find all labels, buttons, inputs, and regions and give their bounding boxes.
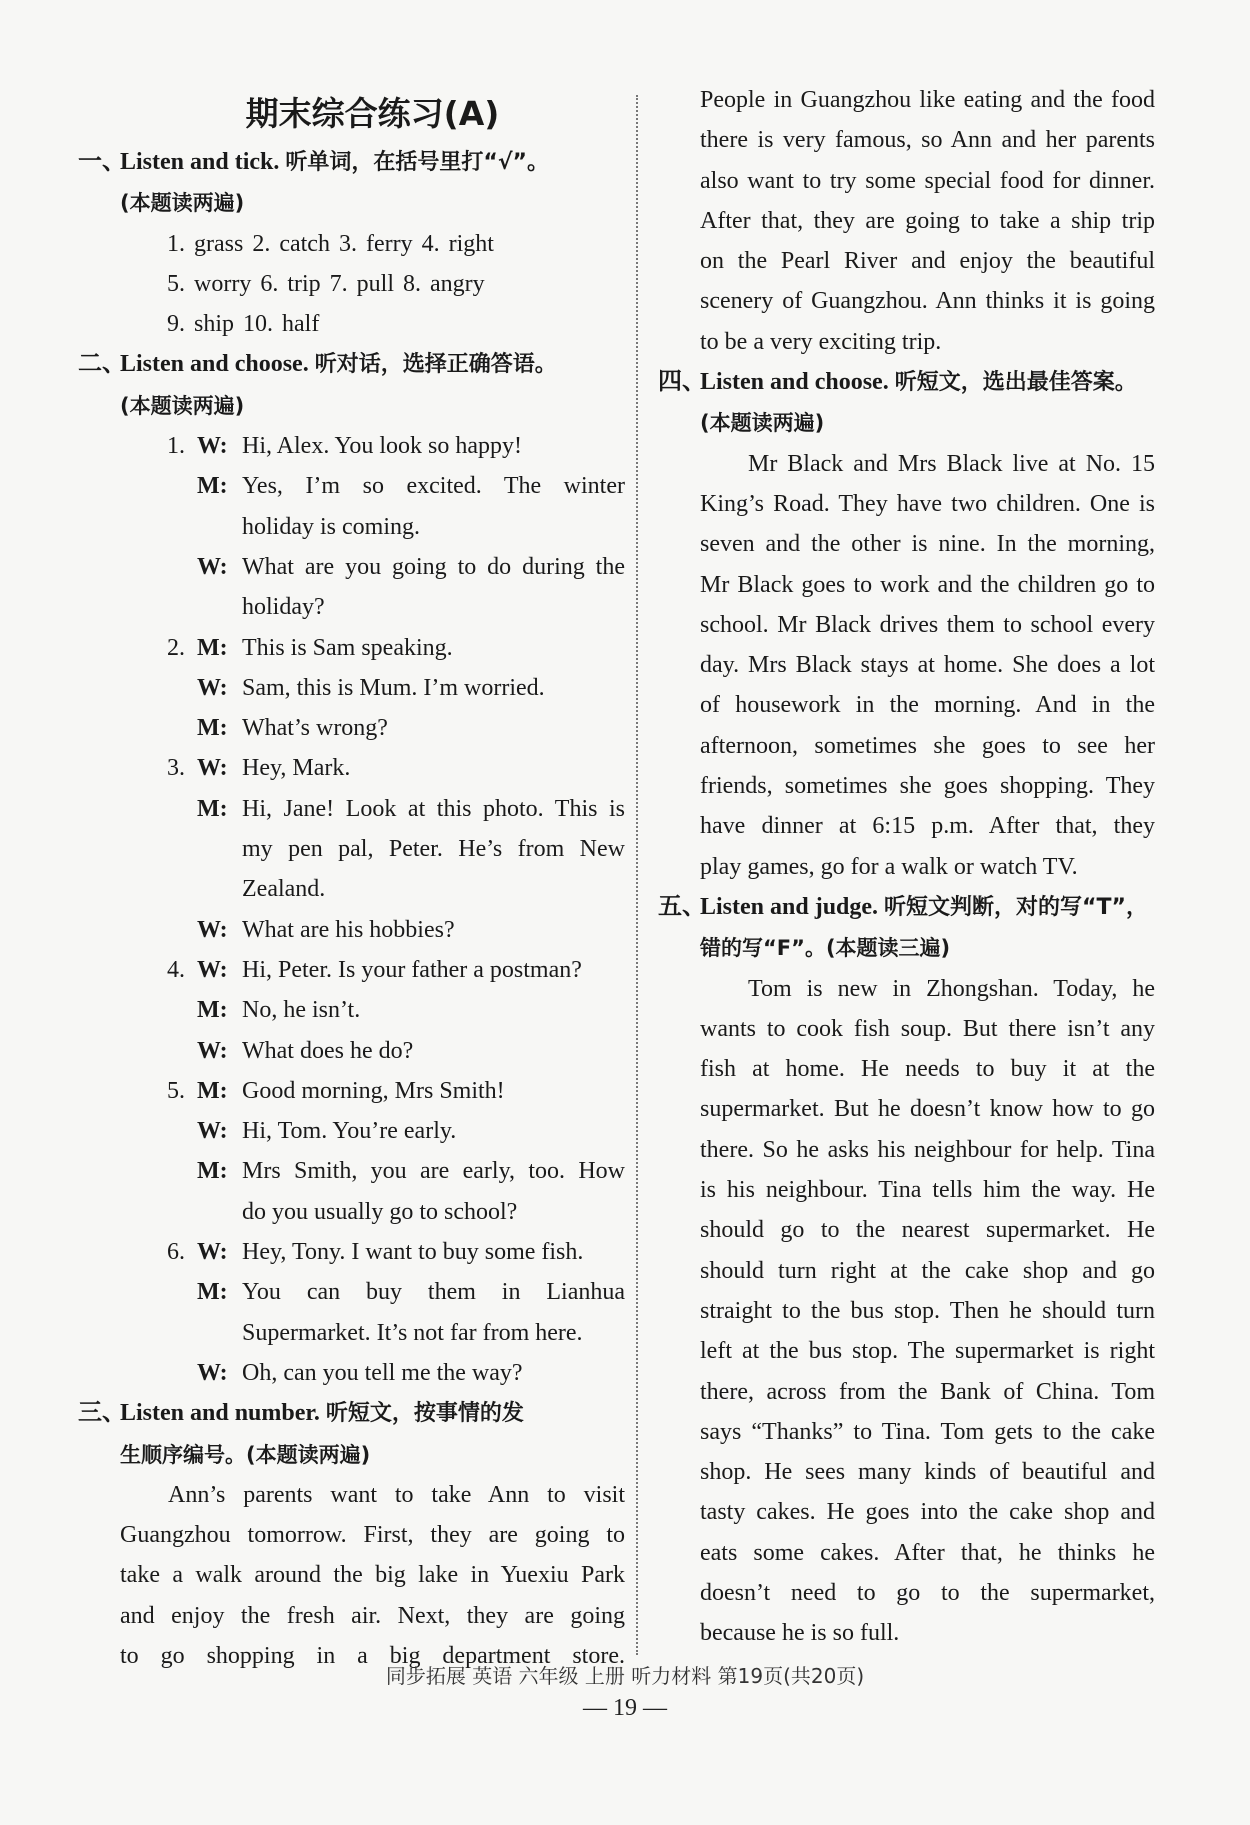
dialogue-item (120, 748, 625, 949)
passage-line: and enjoy the fresh air. Next, they are going (120, 1602, 625, 1629)
section-number: 二、 (78, 351, 126, 378)
dialogue-item (120, 950, 625, 1071)
dialogue-text: What does he do? (242, 1037, 414, 1064)
dialogue-item (120, 628, 625, 749)
dialogue-line (120, 1111, 625, 1151)
passage-line: Mr Black goes to work and the children go to (700, 571, 1155, 598)
section-note: 生顺序编号。(本题读两遍) (120, 1442, 371, 1467)
dialogue-line (120, 628, 625, 668)
passage-line: eats some cakes. After that, he thinks he (700, 1539, 1155, 1566)
dialogue-line (120, 829, 625, 869)
dialogue-text: Supermarket. It’s not far from here. (242, 1319, 583, 1346)
passage-5 (700, 969, 1155, 1654)
dialogue-line (120, 507, 625, 547)
dialogue-item (120, 1232, 625, 1393)
speaker-label: W: (197, 1239, 228, 1266)
passage-line: there. So he asks his neighbour for help. Tina (700, 1136, 1155, 1163)
passage-line: also want to try some special food for dinner. (700, 167, 1155, 194)
speaker-label: W: (197, 1359, 228, 1386)
passage-line: Mr Black and Mrs Black live at No. 15 (748, 450, 1155, 477)
dialogue-line (120, 1272, 625, 1312)
passage-line: there is very famous, so Ann and her parents (700, 127, 1155, 154)
speaker-label: W: (197, 553, 228, 580)
passage-line: because he is so full. (700, 1620, 900, 1647)
passage-line: scenery of Guangzhou. Ann thinks it is going (700, 288, 1155, 315)
word-list-row: 9. ship 10. half (167, 311, 320, 338)
dialogue-list (120, 426, 625, 1393)
page-title: 期末综合练习(A) (245, 94, 500, 133)
dialogue-text: Hi, Peter. Is your father a postman? (242, 956, 582, 983)
passage-line: shop. He sees many kinds of beautiful and (700, 1459, 1155, 1486)
speaker-label: W: (197, 674, 228, 701)
section-number: 一、 (78, 149, 126, 175)
dialogue-line (120, 547, 625, 587)
dialogue-text: holiday is coming. (242, 513, 420, 540)
dialogue-line (120, 587, 625, 627)
dialogue-line (120, 950, 625, 990)
speaker-label: M: (197, 795, 228, 822)
passage-line: take a walk around the big lake in Yuexiu Park (120, 1562, 625, 1589)
dialogue-line (120, 466, 625, 506)
passage-line: People in Guangzhou like eating and the food (700, 87, 1155, 113)
speaker-label: M: (197, 1158, 228, 1185)
section-title-en: Listen and choose. (120, 351, 309, 378)
section-note: (本题读两遍) (120, 393, 245, 418)
section-note: (本题读两遍) (120, 191, 245, 216)
dialogue-line (120, 1313, 625, 1353)
dialogue-line (120, 1071, 625, 1111)
dialogue-number: 1. (167, 433, 185, 460)
speaker-label: W: (197, 956, 228, 983)
section-5-heading (658, 887, 1155, 928)
speaker-label: W: (197, 755, 228, 782)
dialogue-text: No, he isn’t. (242, 997, 361, 1024)
section-note: 错的写“F”。(本题读三遍) (700, 936, 951, 961)
dialogue-text: Good morning, Mrs Smith! (242, 1077, 505, 1104)
dialogue-line (120, 668, 625, 708)
column-divider (636, 95, 638, 1655)
dialogue-line (120, 1192, 625, 1232)
speaker-label: M: (197, 715, 228, 742)
passage-line: on the Pearl River and enjoy the beautiful (700, 248, 1155, 275)
section-title-cn: 听短文，选出最佳答案。 (894, 370, 1137, 396)
passage-3-part-1 (120, 1475, 625, 1676)
dialogue-line (120, 869, 625, 909)
passage-line: have dinner at 6:15 p.m. After that, they (700, 813, 1155, 840)
dialogue-text: Mrs Smith, you are early, too. How (242, 1158, 625, 1185)
dialogue-number: 4. (167, 956, 185, 983)
dialogue-text: Zealand. (242, 876, 326, 903)
dialogue-item (120, 1071, 625, 1232)
dialogue-text: What are his hobbies? (242, 916, 455, 943)
passage-line: Guangzhou tomorrow. First, they are going to (120, 1522, 625, 1549)
passage-line: After that, they are going to take a ship trip (700, 207, 1155, 234)
speaker-label: M: (197, 997, 228, 1024)
passage-line: should go to the nearest supermarket. He (700, 1217, 1155, 1244)
passage-line: wants to cook fish soup. But there isn’t any (700, 1015, 1155, 1042)
dialogue-line (120, 708, 625, 748)
section-title-cn: 听短文，按事情的发 (325, 1401, 524, 1427)
passage-4 (700, 444, 1155, 887)
dialogue-line (120, 910, 625, 950)
passage-line: to be a very exciting trip. (700, 328, 942, 355)
speaker-label: M: (197, 473, 228, 500)
passage-line: fish at home. He needs to buy it at the (700, 1056, 1155, 1083)
right-column (658, 80, 1155, 1654)
section-2-heading (78, 344, 625, 385)
passage-line: seven and the other is nine. In the morning, (700, 531, 1155, 558)
section-title-en: Listen and judge. (700, 893, 879, 920)
passage-line: play games, go for a walk or watch TV. (700, 853, 1078, 880)
speaker-label: M: (197, 1077, 228, 1104)
speaker-label: W: (197, 1037, 228, 1064)
passage-line: supermarket. But he doesn’t know how to go (700, 1096, 1155, 1123)
dialogue-line (120, 1151, 625, 1191)
section-number: 五、 (658, 893, 706, 920)
passage-line: Ann’s parents want to take Ann to visit (168, 1481, 625, 1508)
dialogue-text: Hey, Mark. (242, 755, 351, 782)
section-title-cn: 听短文判断，对的写“T”， (884, 894, 1148, 920)
dialogue-number: 3. (167, 755, 185, 782)
passage-line: King’s Road. They have two children. One is (700, 490, 1155, 517)
passage-line: straight to the bus stop. Then he should turn (700, 1297, 1155, 1324)
word-list-row: 5. worry 6. trip 7. pull 8. angry (167, 270, 485, 297)
section-note: (本题读两遍) (700, 411, 825, 436)
section-3-heading (78, 1393, 625, 1434)
passage-line: there, across from the Bank of China. Tom (700, 1378, 1155, 1405)
dialogue-text: What’s wrong? (242, 715, 388, 742)
speaker-label: W: (197, 1118, 228, 1145)
dialogue-line (120, 1232, 625, 1272)
passage-3-part-2 (700, 80, 1155, 362)
dialogue-text: Yes, I’m so excited. The winter (242, 473, 625, 500)
passage-line: day. Mrs Black stays at home. She does a lot (700, 652, 1155, 679)
passage-line: is his neighbour. Tina tells him the way. He (700, 1177, 1155, 1204)
speaker-label: W: (197, 916, 228, 943)
dialogue-text: What are you going to do during the (242, 553, 625, 580)
passage-line: should turn right at the cake shop and go (700, 1257, 1155, 1284)
section-title-en: Listen and tick. (120, 149, 280, 175)
section-number: 四、 (658, 369, 706, 396)
section-title-cn: 听对话，选择正确答语。 (314, 352, 557, 378)
dialogue-text: do you usually go to school? (242, 1198, 518, 1225)
dialogue-text: This is Sam speaking. (242, 634, 453, 661)
dialogue-text: You can buy them in Lianhua (242, 1279, 625, 1306)
section-title-en: Listen and number. (120, 1400, 320, 1427)
dialogue-line (120, 426, 625, 466)
passage-line: tasty cakes. He goes into the cake shop and (700, 1499, 1155, 1526)
dialogue-text: Hi, Alex. You look so happy! (242, 433, 523, 460)
speaker-label: W: (197, 433, 228, 460)
dialogue-text: Hi, Tom. You’re early. (242, 1118, 457, 1145)
dialogue-number: 6. (167, 1239, 185, 1266)
dialogue-text: Hey, Tony. I want to buy some fish. (242, 1239, 584, 1266)
section-4-heading (658, 362, 1155, 403)
passage-line: afternoon, sometimes she goes to see her (700, 732, 1155, 759)
passage-line: says “Thanks” to Tina. Tom gets to the cake (700, 1418, 1155, 1445)
dialogue-number: 5. (167, 1077, 185, 1104)
passage-line: school. Mr Black drives them to school every (700, 611, 1155, 638)
speaker-label: M: (197, 634, 228, 661)
dialogue-line (120, 990, 625, 1030)
dialogue-text: holiday? (242, 594, 325, 621)
speaker-label: M: (197, 1279, 228, 1306)
dialogue-text: Hi, Jane! Look at this photo. This is (242, 795, 625, 822)
dialogue-line (120, 748, 625, 788)
section-1-heading (78, 142, 625, 183)
dialogue-number: 2. (167, 634, 185, 661)
word-list-row: 1. grass 2. catch 3. ferry 4. right (167, 230, 494, 257)
left-column (78, 80, 625, 1676)
section-number: 三、 (78, 1400, 126, 1427)
passage-line: Tom is new in Zhongshan. Today, he (748, 975, 1155, 1002)
dialogue-line (120, 1353, 625, 1393)
page-number: — 19 — (583, 1695, 667, 1721)
dialogue-line (120, 1031, 625, 1071)
passage-line: doesn’t need to go to the supermarket, (700, 1579, 1155, 1606)
passage-line: friends, sometimes she goes shopping. They (700, 773, 1155, 800)
dialogue-item (120, 426, 625, 627)
section-title-cn: 听单词，在括号里打“√”。 (285, 150, 549, 175)
dialogue-text: Oh, can you tell me the way? (242, 1359, 523, 1386)
passage-line: left at the bus stop. The supermarket is right (700, 1338, 1155, 1365)
passage-line: of housework in the morning. And in the (700, 692, 1155, 719)
section-title-en: Listen and choose. (700, 369, 889, 396)
dialogue-text: Sam, this is Mum. I’m worried. (242, 674, 545, 701)
dialogue-text: my pen pal, Peter. He’s from New (242, 836, 625, 863)
page-footer: 同步拓展 英语 六年级 上册 听力材料 第19页(共20页) (385, 1664, 865, 1688)
passage-line: to go shopping in a big department store. (120, 1642, 625, 1669)
dialogue-line (120, 789, 625, 829)
